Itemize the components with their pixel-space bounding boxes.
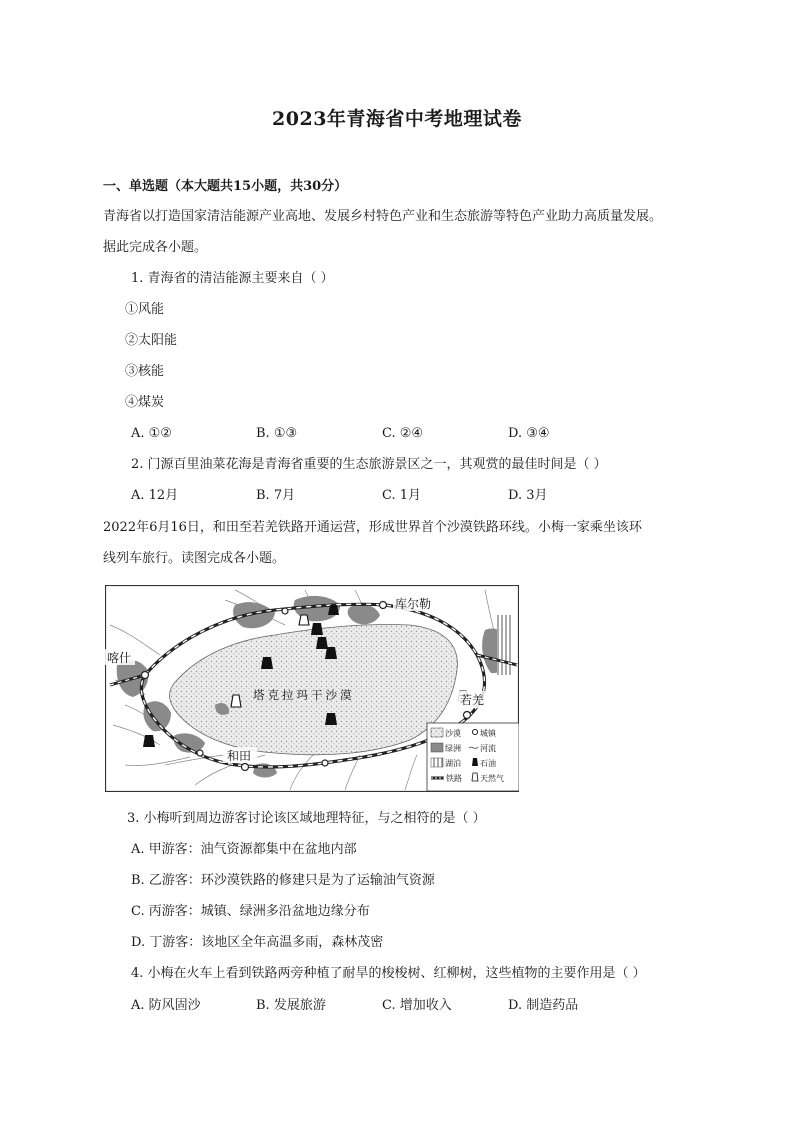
map-svg: [105, 585, 519, 792]
q1-stem: 1. 青海省的清洁能源主要来自（ ）: [131, 271, 334, 286]
intro-1-line-2: 据此完成各小题。: [103, 240, 208, 255]
q2-option-c[interactable]: C. 1月: [382, 488, 422, 503]
q1-option-c[interactable]: C. ②④: [382, 426, 424, 441]
q4-option-c[interactable]: C. 增加收入: [382, 998, 452, 1013]
page-title: 2023年青海省中考地理试卷: [272, 108, 522, 130]
q1-item-2: ②太阳能: [125, 333, 178, 348]
q2-stem: 2. 门源百里油菜花海是青海省重要的生态旅游景区之一，其观赏的最佳时间是（ ）: [131, 457, 607, 472]
q1-option-d[interactable]: D. ③④: [508, 426, 550, 441]
label-hotan: 和田: [227, 749, 252, 763]
q2-option-d[interactable]: D. 3月: [508, 488, 548, 503]
lake-area: [497, 615, 513, 675]
legend-river: 河流: [480, 744, 496, 753]
legend-town: 城镇: [480, 729, 496, 738]
q1-option-a[interactable]: A. ①②: [131, 426, 172, 441]
intro-1-line-1: 青海省以打造国家清洁能源产业高地、发展乡村特色产业和生态旅游等特色产业助力高质量发展。: [103, 209, 663, 224]
map-legend: [427, 723, 519, 791]
legend-lake: 湖泊: [445, 759, 461, 768]
legend-oil: 石油: [480, 759, 496, 768]
intro-2-line-1: 2022年6月16日，和田至若羌铁路开通运营，形成世界首个沙漠铁路环线。小梅一家乘坐该环: [103, 520, 642, 535]
q1-item-3: ③核能: [125, 364, 165, 379]
q4-option-b[interactable]: B. 发展旅游: [256, 998, 326, 1013]
q2-option-a[interactable]: A. 12月: [131, 488, 179, 503]
q1-option-b[interactable]: B. ①③: [256, 426, 298, 441]
q1-item-1: ①风能: [125, 302, 165, 317]
legend-railway: 铁路: [446, 774, 462, 783]
q4-stem: 4. 小梅在火车上看到铁路两旁种植了耐旱的梭梭树、红柳树，这些植物的主要作用是（ ）: [131, 966, 646, 981]
q1-item-4: ④煤炭: [125, 395, 165, 410]
label-kashgar: 喀什: [107, 651, 132, 665]
legend-oasis: 绿洲: [445, 744, 461, 753]
label-desert: 塔克拉玛干沙漠: [253, 688, 355, 702]
label-korla: 库尔勒: [395, 597, 432, 611]
label-ruoqiang: 若羌: [460, 693, 485, 707]
q3-option-d[interactable]: D. 丁游客：该地区全年高温多雨，森林茂密: [131, 935, 384, 950]
q4-option-d[interactable]: D. 制造药品: [508, 998, 579, 1013]
q3-stem: 3. 小梅听到周边游客讨论该区域地理特征，与之相符的是（ ）: [127, 811, 486, 826]
intro-2-line-2: 线列车旅行。读图完成各小题。: [103, 551, 286, 566]
tarim-basin-map: [105, 585, 519, 792]
legend-gas: 天然气: [480, 774, 504, 783]
q4-option-a[interactable]: A. 防风固沙: [131, 998, 201, 1013]
q2-option-b[interactable]: B. 7月: [256, 488, 296, 503]
legend-desert: 沙漠: [445, 729, 461, 738]
section-heading: 一、单选题（本大题共15小题，共30分）: [103, 179, 348, 194]
q3-option-c[interactable]: C. 丙游客：城镇、绿洲多沿盆地边缘分布: [131, 904, 370, 919]
q3-option-b[interactable]: B. 乙游客：环沙漠铁路的修建只是为了运输油气资源: [131, 873, 435, 888]
q3-option-a[interactable]: A. 甲游客：油气资源都集中在盆地内部: [131, 842, 357, 857]
